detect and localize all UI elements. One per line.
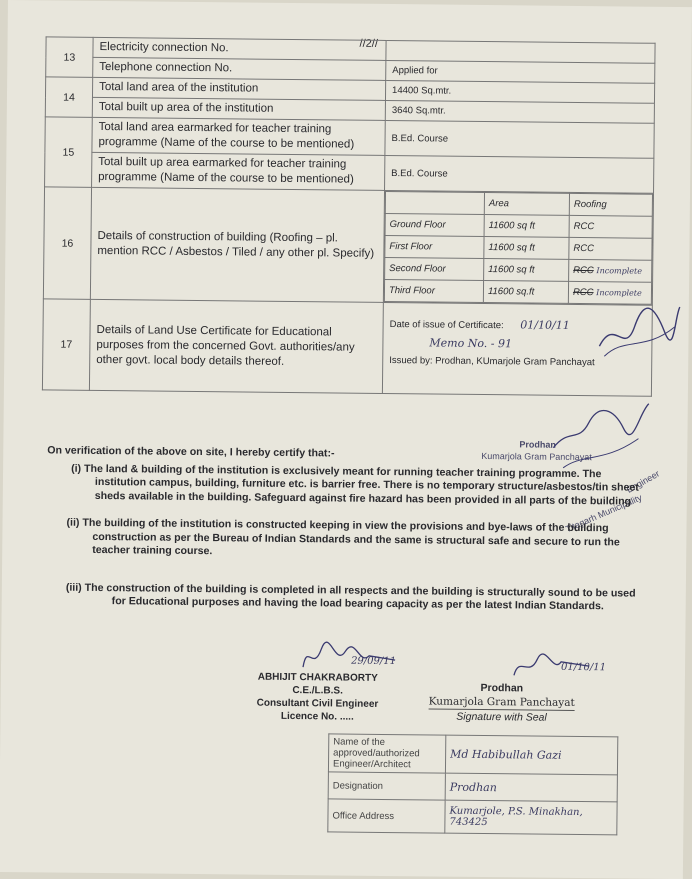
row-value: 14400 Sq.mtr. xyxy=(385,80,654,103)
row-number: 15 xyxy=(45,117,93,187)
floor-roofing: RCC xyxy=(573,264,594,277)
architect-table xyxy=(327,733,618,835)
handwritten-note: Incomplete xyxy=(596,288,642,298)
floor-name: Ground Floor xyxy=(385,213,484,236)
municipality-stamp: Titagarh Municipality xyxy=(564,492,644,535)
table-row xyxy=(328,799,617,835)
page-number: //2// xyxy=(359,37,378,50)
prodhan-title: Prodhan xyxy=(480,681,524,695)
row-label: Details of Land Use Certificate for Educational purposes from the concerned Govt. authorities/any other govt. local body details thereof. xyxy=(89,299,383,393)
table-row xyxy=(328,734,617,775)
floor-table xyxy=(384,191,653,305)
row-label: Total built up area earmarked for teacher training programme (Name of the course to be mentioned) xyxy=(92,152,385,190)
details-table xyxy=(42,36,656,396)
engineer-name: ABHIJIT CHAKRABORTY xyxy=(257,671,378,684)
office-address-label: Office Address xyxy=(328,799,445,833)
row-value: Applied for xyxy=(386,60,655,83)
row-label: Details of construction of building (Roofing – pl. mention RCC / Asbestos / Tiled / any other pl. Specify) xyxy=(90,187,384,302)
handwritten-note: Incomplete xyxy=(596,266,643,276)
floor-area: 11600 sq ft xyxy=(484,214,569,237)
floor-area: 11600 sq ft xyxy=(484,258,569,281)
row-number: 13 xyxy=(46,37,93,77)
table-row xyxy=(43,187,653,305)
prodhan-block xyxy=(428,680,574,725)
engineer-signature-date: 29/09/11 xyxy=(351,655,397,668)
floor-area: 11600 sq.ft xyxy=(483,280,568,303)
row-label: Telephone connection No. xyxy=(93,57,386,80)
certification-intro: On verification of the above on site, I hereby certify that:- xyxy=(47,444,335,460)
roofing-header: Roofing xyxy=(569,193,652,216)
office-address-value: Kumarjole, P.S. Minakhan, 743425 xyxy=(445,800,617,835)
floor-area: 11600 sq ft xyxy=(484,236,569,259)
area-header: Area xyxy=(484,193,569,216)
floor-roofing: RCC xyxy=(572,286,594,299)
engineer-block xyxy=(256,671,378,724)
row-label: Total built up area of the institution xyxy=(92,97,385,120)
row-value: 3640 Sq.mtr. xyxy=(385,100,654,123)
engineer-qualification: C.E./L.B.S. xyxy=(292,685,343,697)
row-value xyxy=(386,40,655,63)
prodhan-signature-date: 01/10/11 xyxy=(560,661,607,674)
certificate-date: 01/10/11 xyxy=(520,318,570,332)
floor-roofing: RCC xyxy=(569,237,652,260)
certification-item: (iii) The construction of the building is completed in all respects and the building is structurally sound to be used for Educational purposes and having the load bearing capacity as per the latest Indian Standards. xyxy=(65,581,636,613)
floor-row xyxy=(385,257,652,282)
issued-by: Issued by: Prodhan, KUmarjole Gram Panchayat xyxy=(389,355,595,369)
floor-name: Third Floor xyxy=(384,279,483,302)
certification-item: (ii) The building of the institution is constructed keeping in view the provisions and bye-laws of the building construction as per the Bureau of Indian Standards and the same is structural safe and secure to run the teacher training course. xyxy=(66,516,620,558)
floor-row xyxy=(385,213,652,238)
row-number: 17 xyxy=(42,299,90,390)
designation-value: Prodhan xyxy=(445,773,617,802)
row-label: Total land area earmarked for teacher training programme (Name of the course to be mentioned) xyxy=(92,117,385,155)
floor-name: Second Floor xyxy=(385,257,484,280)
row-value: B.Ed. Course xyxy=(385,155,654,193)
certification-item: (i) The land & building of the institution is exclusively meant for running teacher training programme. The institution campus, building, furniture etc. is barrier free. There is no temporary structure/asbestos/tin sheet sheds available in the building. Safeguard against fire hazard has been provided in all parts of the building xyxy=(71,462,639,508)
row-label: Electricity connection No. xyxy=(93,37,386,60)
row-number: 14 xyxy=(45,77,92,117)
certificate-date-label: Date of issue of Certificate: xyxy=(389,319,504,332)
table-row xyxy=(42,299,652,396)
floor-row xyxy=(385,235,652,260)
designation-label: Designation xyxy=(328,772,445,800)
engineer-title: Consultant Civil Engineer xyxy=(256,697,379,710)
gram-panchayat-stamp: Kumarjola Gram Panchayat xyxy=(481,450,592,463)
architect-name-value: Md Habibullah Gazi xyxy=(445,735,617,775)
row-number: 16 xyxy=(43,187,91,299)
memo-number: Memo No. - 91 xyxy=(429,336,513,351)
row-value: B.Ed. Course xyxy=(385,120,654,158)
signature-scribble xyxy=(594,296,685,367)
engineer-stamp: Engineer xyxy=(624,468,662,495)
engineer-licence: Licence No. ..... xyxy=(280,710,354,723)
architect-name-label: Name of the approved/authorized Engineer/Architect xyxy=(328,734,445,773)
row-label: Total land area of the institution xyxy=(92,77,385,100)
signature-caption: Signature with Seal xyxy=(456,710,547,724)
table-row xyxy=(328,772,617,802)
floor-roofing: RCC xyxy=(569,215,652,238)
floor-name: First Floor xyxy=(385,235,484,258)
certification-section xyxy=(46,444,648,624)
prodhan-stamp: Prodhan xyxy=(519,439,556,450)
prodhan-organisation: Kumarjola Gram Panchayat xyxy=(428,695,575,709)
